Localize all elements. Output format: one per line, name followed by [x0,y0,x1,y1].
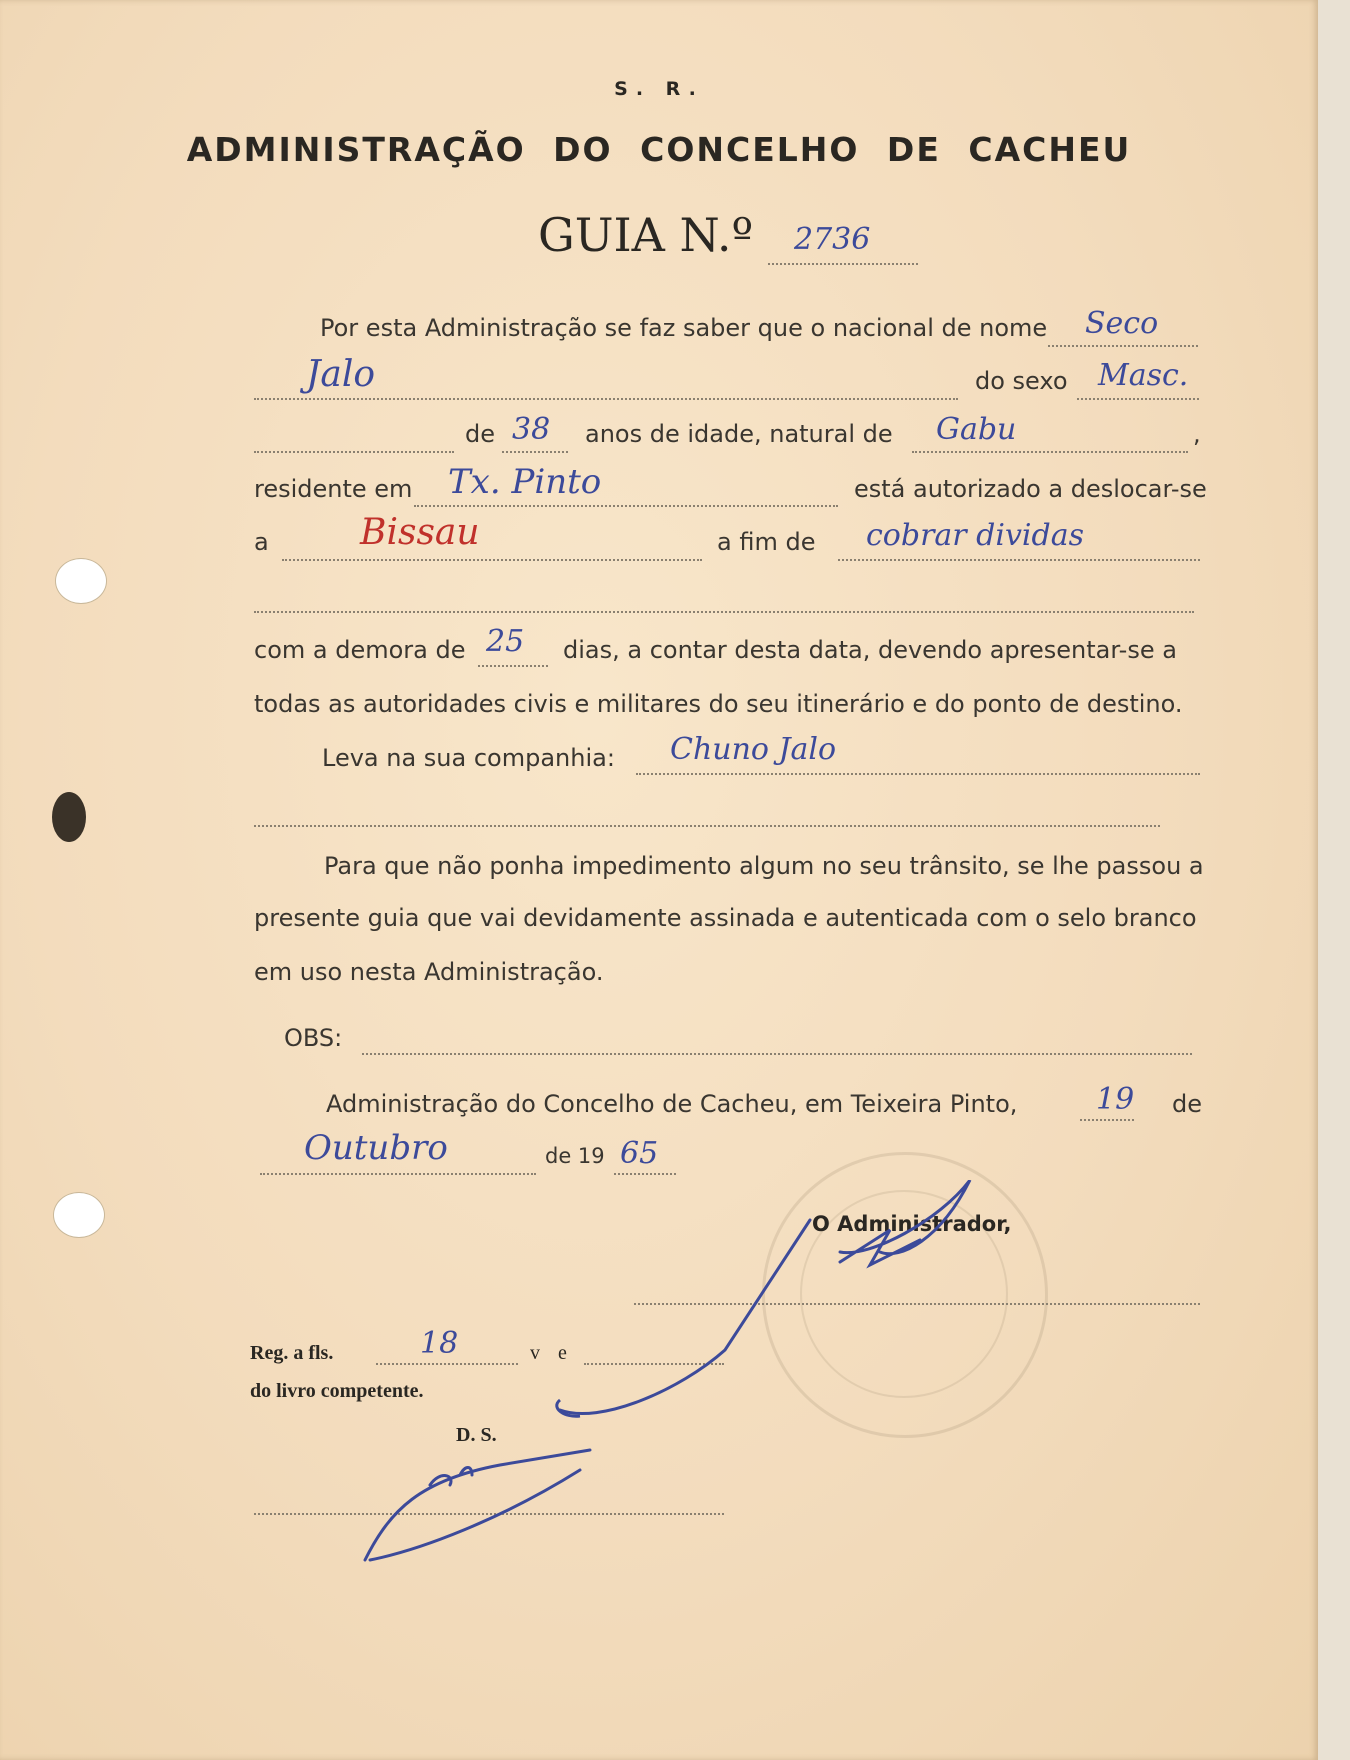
livro-label: do livro competente. [250,1380,424,1402]
name-first-line [1048,344,1198,347]
place-line: Administração do Concelho de Cacheu, em Teixeira Pinto, [326,1090,1018,1118]
days-line [478,664,548,667]
paragraph-line-3: em uso nesta Administração. [254,958,604,986]
filled-name-last: Jalo [306,354,376,395]
filled-reg-page: 18 [420,1326,459,1361]
age-de: de [465,420,495,448]
paragraph-line-2: presente guia que vai devidamente assinada e autenticada com o selo branco [254,904,1197,932]
filled-purpose: cobrar dividas [866,518,1084,553]
reg-label: Reg. a fls. [250,1342,334,1364]
reg-v: v [530,1342,540,1364]
age-mid: anos de idade, natural de [585,420,893,448]
destination-line [282,558,702,561]
companion-label: Leva na sua companhia: [322,744,615,772]
purpose-continuation-line [254,610,1194,613]
birthplace-line [912,450,1188,453]
filled-residence: Tx. Pinto [448,462,602,502]
filled-day: 19 [1096,1082,1135,1117]
administrator-label: O Administrador, [812,1212,1012,1236]
filled-days: 25 [486,624,525,659]
reg-e: e [558,1342,567,1364]
filled-age: 38 [512,412,551,447]
companion-continuation-line [254,824,1160,827]
filled-destination: Bissau [360,512,480,553]
line3-comma: , [1193,420,1201,448]
filled-birthplace: Gabu [936,412,1017,447]
purpose-label: a fim de [717,528,816,556]
filled-companion: Chuno Jalo [670,732,837,767]
guia-number-line [768,262,918,265]
days-label: com a demora de [254,636,466,664]
body-line-1: Por esta Administração se faz saber que o nacional de nome [320,314,1048,342]
body-line-7: todas as autoridades civis e militares do seu itinerário e do ponto de destino. [254,690,1183,718]
filled-name-first: Seco [1085,306,1159,341]
companion-line [636,772,1200,775]
days-end: dias, a contar desta data, devendo apresentar-se a [563,636,1177,664]
header-administration: ADMINISTRAÇÃO DO CONCELHO DE CACHEU [186,130,1132,169]
guia-title: GUIA N.º [538,208,754,262]
sex-line [1077,397,1199,400]
residence-right: está autorizado a deslocar-se [854,475,1207,503]
destination-a: a [254,528,269,556]
residence-line [414,504,838,507]
punch-hole-top [55,558,107,604]
line3-lead [254,450,454,453]
day-line [1080,1118,1134,1121]
purpose-line [838,558,1200,561]
administrator-signature [540,1180,1120,1450]
guia-number: 2736 [794,222,871,257]
year-label: de 19 [545,1144,605,1168]
name-last-line [254,397,958,400]
year-line [614,1172,676,1175]
month-line [260,1172,536,1175]
sex-label: do sexo [975,367,1068,395]
punch-hole-bottom [53,1192,105,1238]
paragraph-line-1: Para que não ponha impedimento algum no seu trânsito, se lhe passou a [324,852,1204,880]
obs-line [362,1052,1192,1055]
ds-signature [360,1440,600,1570]
residence-label: residente em [254,475,413,503]
ink-stain [52,792,86,842]
filled-year: 65 [620,1136,659,1171]
age-line [502,450,568,453]
obs-label: OBS: [284,1024,343,1052]
header-sr: S. R. [614,78,704,100]
filled-month: Outubro [304,1128,448,1168]
ds-label: D. S. [456,1424,497,1446]
reg-page-line [376,1362,518,1365]
place-de: de [1172,1090,1202,1118]
filled-sex: Masc. [1098,358,1189,393]
